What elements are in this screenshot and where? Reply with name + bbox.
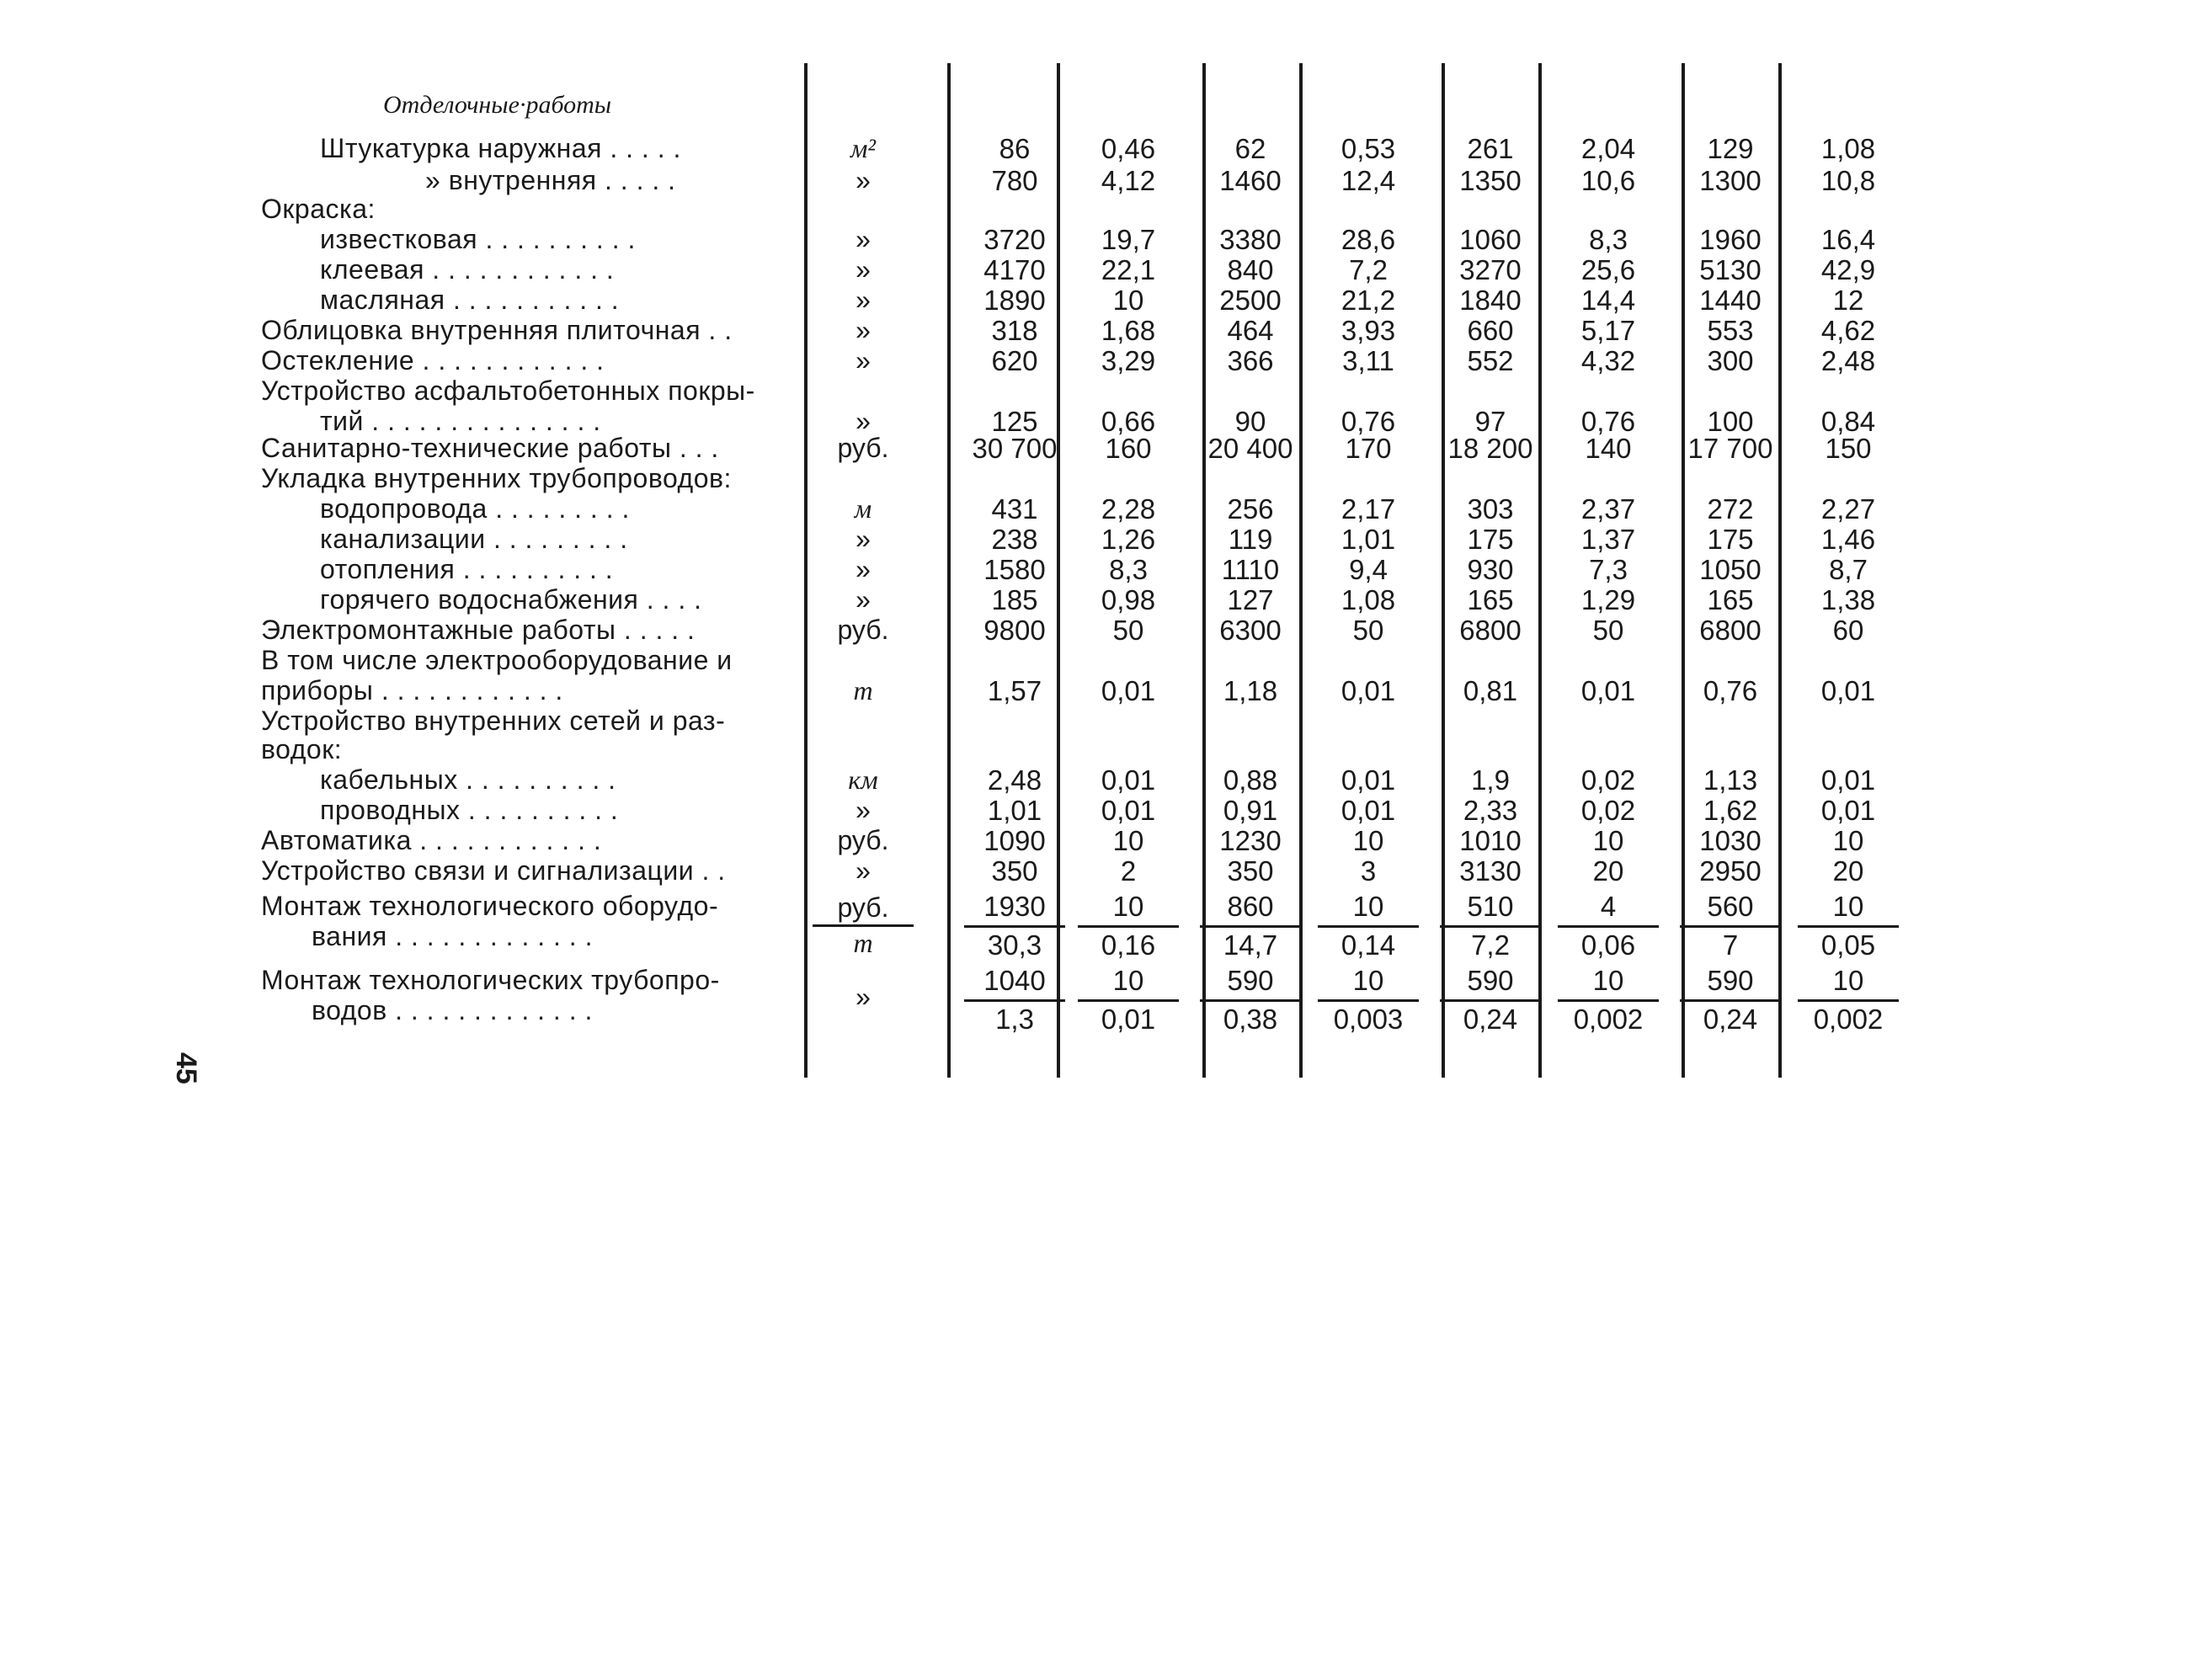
row-label: водопровода . . . . . . . . . [320,493,630,524]
table-cell: 1060 [1459,224,1522,255]
table-cell: 261 [1467,133,1514,164]
row-label: Устройство внутренних сетей и раз- [261,706,726,736]
table-cell: 350 [991,855,1038,887]
table-cell: 930 [1467,554,1514,585]
row-label: известковая . . . . . . . . . . [320,224,636,254]
table-cell: 2,48 [1820,345,1876,376]
table-cell: 8,3 [1589,224,1628,255]
table-cell: 1,18 [1223,675,1278,706]
fraction-cell [1318,966,1419,1033]
table-cell: 185 [991,584,1038,615]
fraction-numerator: 10 [1832,891,1864,922]
table-cell: 1,62 [1703,795,1758,826]
table-cell: 165 [1707,584,1754,615]
table-cell: 2,27 [1820,493,1876,524]
table-cell: 238 [991,524,1038,555]
table-cell: 5,17 [1580,315,1636,346]
table-cell: 318 [991,315,1038,346]
fraction-numerator: 1040 [983,965,1046,996]
fraction-denominator: 7,2 [1440,925,1541,959]
table-cell: 10 [1112,825,1144,856]
row-label: масляная . . . . . . . . . . . [320,285,620,315]
table-cell: 0,81 [1463,675,1518,706]
table-cell: 7,2 [1349,254,1388,285]
table-cell: 464 [1227,315,1274,346]
row-label: В том числе электрооборудование и [261,645,733,675]
table-cell: 1,01 [987,795,1042,826]
table-cell: 4,12 [1101,165,1156,196]
fraction-numerator: 590 [1467,965,1514,996]
table-cell: 350 [1227,855,1274,887]
table-cell: 60 [1832,615,1864,646]
table-cell: 14,4 [1580,285,1636,316]
table-cell: 100 [1707,406,1754,437]
column-rule [804,63,808,1078]
table-cell: 175 [1467,524,1514,555]
row-unit: м² [850,133,876,163]
table-cell: 20 400 [1207,433,1293,464]
row-label: Устройство асфальтобетонных покры- [261,375,755,406]
fraction-cell [1078,966,1179,1033]
fraction-cell [964,966,1065,1033]
page-number: 45 [170,1052,202,1084]
table-cell: 0,01 [1341,764,1396,796]
column-rule [947,63,951,1078]
row-label: тий . . . . . . . . . . . . . . . [320,406,601,436]
row-label: Остекление . . . . . . . . . . . . [261,345,605,375]
fraction-numerator: 10 [1112,965,1144,996]
row-unit: » [855,224,871,254]
table-cell: 2 [1120,855,1137,887]
table-cell: 3720 [983,224,1046,255]
row-label: Укладка внутренних трубопроводов: [261,463,732,493]
table-cell: 16,4 [1820,224,1876,255]
fraction-cell [964,892,1065,959]
table-cell: 30 700 [972,433,1058,464]
table-cell: 150 [1825,433,1872,464]
table-cell: 10 [1112,285,1144,316]
table-cell: 431 [991,493,1038,524]
table-cell: 1010 [1459,825,1522,856]
row-unit: » [855,165,871,195]
table-cell: 4,32 [1580,345,1636,376]
table-cell: 12 [1832,285,1864,316]
table-cell: 2,37 [1580,493,1636,524]
fraction-numerator: 860 [1227,891,1274,922]
table-cell: 0,01 [1101,675,1156,706]
fraction-denominator: 0,38 [1200,999,1301,1033]
row-unit: » [855,554,871,584]
table-cell: 0,01 [1101,795,1156,826]
table-cell: 1,9 [1471,764,1510,796]
table-cell: 1840 [1459,285,1522,316]
row-unit: » [855,254,871,285]
fraction-cell [1200,892,1301,959]
table-cell: 2,48 [987,764,1042,796]
row-unit: » [855,524,871,554]
table-cell: 1960 [1699,224,1762,255]
table-cell: 10,8 [1820,165,1876,196]
table-cell: 3,93 [1341,315,1396,346]
table-cell: 175 [1707,524,1754,555]
table-cell: 160 [1105,433,1152,464]
table-cell: 1,08 [1341,584,1396,615]
table-cell: 366 [1227,345,1274,376]
fraction-numerator: 10 [1352,965,1384,996]
table-cell: 1440 [1699,285,1762,316]
fraction-denominator: 7 [1680,925,1781,959]
row-unit: руб. [813,894,914,927]
table-cell: 2500 [1219,285,1282,316]
table-cell: 42,9 [1820,254,1876,285]
fraction-cell [1680,966,1781,1033]
table-cell: 21,2 [1341,285,1396,316]
table-cell: 50 [1352,615,1384,646]
table-cell: 0,01 [1820,675,1876,706]
row-label: Монтаж технологического оборудо- [261,891,719,921]
table-cell: 3,11 [1342,345,1394,376]
fraction-denominator: 0,06 [1558,925,1659,959]
table-cell: 170 [1345,433,1392,464]
fraction-numerator: 1930 [983,891,1046,922]
row-unit: руб. [837,615,889,645]
row-unit: м [854,493,872,524]
row-unit: » [855,315,871,345]
table-cell: 0,98 [1101,584,1156,615]
table-cell: 0,02 [1580,795,1636,826]
row-label: клеевая . . . . . . . . . . . . [320,254,615,285]
table-cell: 17 700 [1687,433,1773,464]
table-cell: 20 [1592,855,1624,887]
fraction-numerator: 590 [1227,965,1274,996]
table-cell: 90 [1234,406,1266,437]
row-label: кабельных . . . . . . . . . . [320,764,616,795]
row-label: вания . . . . . . . . . . . . . [312,921,593,951]
table-cell: 6800 [1699,615,1762,646]
row-unit: » [855,795,871,825]
table-cell: 0,46 [1101,133,1156,164]
table-cell: 0,01 [1820,764,1876,796]
table-cell: 8,3 [1109,554,1148,585]
table-cell: 119 [1228,524,1273,555]
row-unit: » [855,345,871,375]
table-cell: 660 [1467,315,1514,346]
table-cell: 0,53 [1341,133,1396,164]
table-cell: 0,76 [1341,406,1396,437]
fraction-cell [1558,892,1659,959]
table-cell: 0,76 [1580,406,1636,437]
row-label: Окраска: [261,194,376,224]
table-cell: 3270 [1459,254,1522,285]
table-cell: 2950 [1699,855,1762,887]
table-cell: 1090 [983,825,1046,856]
row-label: приборы . . . . . . . . . . . . [261,675,563,706]
fraction-denominator: 0,01 [1078,999,1179,1033]
table-cell: 1030 [1699,825,1762,856]
fraction-denominator: 30,3 [964,925,1065,959]
table-cell: 50 [1592,615,1624,646]
table-cell: 0,01 [1580,675,1636,706]
table-cell: 1,26 [1101,524,1156,555]
fraction-numerator: 10 [1352,891,1384,922]
table-cell: 1,13 [1703,764,1758,796]
fraction-cell [1440,892,1541,959]
table-cell: 10 [1592,825,1624,856]
table-cell: 12,4 [1341,165,1396,196]
row-unit: т [853,675,873,706]
table-cell: 97 [1474,406,1506,437]
table-cell: 165 [1467,584,1514,615]
table-cell: 6800 [1459,615,1522,646]
table-cell: 8,7 [1829,554,1868,585]
row-unit: руб. [837,825,889,855]
table-cell: 0,76 [1703,675,1758,706]
table-cell: 3380 [1219,224,1282,255]
table-cell: 7,3 [1589,554,1628,585]
fraction-cell [1318,892,1419,959]
row-label: водов . . . . . . . . . . . . . [312,995,593,1025]
table-cell: 86 [999,133,1031,164]
table-cell: 2,28 [1101,493,1156,524]
table-cell: 9800 [983,615,1046,646]
table-cell: 256 [1227,493,1274,524]
fraction-denominator: 0,16 [1078,925,1179,959]
table-cell: 0,91 [1223,795,1278,826]
fraction-cell [1798,892,1899,959]
table-cell: 9,4 [1349,554,1388,585]
fraction-cell [1440,966,1541,1033]
table-cell: 3 [1360,855,1377,887]
fraction-numerator: 510 [1467,891,1514,922]
fraction-numerator: 4 [1600,891,1617,922]
fraction-denominator: 0,05 [1798,925,1899,959]
row-unit: » [855,406,871,436]
table-cell: 1580 [983,554,1046,585]
row-unit: км [848,764,878,795]
table-cell: 1,46 [1820,524,1876,555]
table-cell: 1,29 [1580,584,1636,615]
fraction-numerator: 560 [1707,891,1754,922]
table-cell: 1350 [1459,165,1522,196]
fraction-denominator: 0,003 [1318,999,1419,1033]
table-cell: 28,6 [1341,224,1396,255]
row-unit: » [855,584,871,615]
table-cell: 1,01 [1341,524,1396,555]
fraction-cell [1798,966,1899,1033]
table-cell: 303 [1467,493,1514,524]
table-cell: 272 [1707,493,1754,524]
fraction-numerator: 10 [1832,965,1864,996]
fraction-denominator: 14,7 [1200,925,1301,959]
table-cell: 0,01 [1341,675,1396,706]
table-cell: 4170 [983,254,1046,285]
row-label: Электромонтажные работы . . . . . [261,615,696,645]
table-cell: 2,04 [1580,133,1636,164]
table-cell: 1,68 [1101,315,1156,346]
table-cell: 125 [991,406,1038,437]
table-cell: 1,38 [1820,584,1876,615]
table-cell: 19,7 [1101,224,1156,255]
fraction-cell [1680,892,1781,959]
table-cell: 0,66 [1101,406,1156,437]
table-cell: 3,29 [1101,345,1156,376]
table-cell: 25,6 [1580,254,1636,285]
fraction-denominator: 0,002 [1558,999,1659,1033]
table-cell: 1,08 [1820,133,1876,164]
table-cell: 300 [1707,345,1754,376]
row-label: Санитарно-технические работы . . . [261,433,719,463]
table-cell: 2,33 [1463,795,1518,826]
table-cell: 1230 [1219,825,1282,856]
table-cell: 5130 [1699,254,1762,285]
row-unit: руб. [837,433,889,463]
table-cell: 20 [1832,855,1864,887]
table-cell: 0,02 [1580,764,1636,796]
table-cell: 1110 [1221,554,1280,585]
fraction-numerator: 10 [1592,965,1624,996]
row-label: Облицовка внутренняя плиточная . . [261,315,733,345]
table-cell: 0,88 [1223,764,1278,796]
table-cell: 6300 [1219,615,1282,646]
table-cell: 1890 [983,285,1046,316]
table-cell: 780 [991,165,1038,196]
table-cell: 1300 [1699,165,1762,196]
fraction-denominator: 0,002 [1798,999,1899,1033]
table-cell: 1,57 [987,675,1042,706]
table-cell: 140 [1585,433,1632,464]
table-cell: 3130 [1459,855,1522,887]
row-label: Устройство связи и сигнализации . . [261,855,726,886]
table-cell: 10 [1832,825,1864,856]
table-cell: 50 [1112,615,1144,646]
fraction-cell [1078,892,1179,959]
row-label: » внутренняя . . . . . [425,165,676,195]
row-unit: » [855,855,871,886]
fraction-denominator: 0,24 [1680,999,1781,1033]
row-label: отопления . . . . . . . . . . [320,554,614,584]
fraction-numerator: 590 [1707,965,1754,996]
fraction-denominator: 1,3 [964,999,1065,1033]
row-label: канализации . . . . . . . . . [320,524,628,554]
table-cell: 10,6 [1580,165,1636,196]
row-label: Монтаж технологических трубопро- [261,965,720,995]
table-cell: 129 [1707,133,1754,164]
table-cell: 127 [1227,584,1274,615]
table-cell: 2,17 [1341,493,1396,524]
fraction-denominator: 0,24 [1440,999,1541,1033]
row-unit: т [853,928,873,958]
row-label: Штукатурка наружная . . . . . [320,133,681,163]
table-cell: 1050 [1699,554,1762,585]
table-cell: 553 [1707,315,1754,346]
row-label: Автоматика . . . . . . . . . . . . [261,825,602,855]
fraction-cell [1558,966,1659,1033]
table-cell: 840 [1227,254,1274,285]
table-cell: 620 [991,345,1038,376]
table-cell: 10 [1352,825,1384,856]
row-label: горячего водоснабжения . . . . [320,584,702,615]
table-cell: 1,37 [1580,524,1636,555]
table-cell: 0,01 [1820,795,1876,826]
row-unit: » [855,285,871,315]
table-cell: 18 200 [1447,433,1533,464]
fraction-cell [1200,966,1301,1033]
row-label: водок: [261,734,343,764]
table-cell: 0,01 [1341,795,1396,826]
fraction-numerator: 10 [1112,891,1144,922]
section-title: Отделочные·работы [383,91,612,119]
table-cell: 0,01 [1101,764,1156,796]
table-cell: 0,84 [1820,406,1876,437]
fraction-denominator: 0,14 [1318,925,1419,959]
row-unit: » [855,982,871,1012]
table-cell: 62 [1234,133,1266,164]
table-cell: 1460 [1219,165,1282,196]
table-cell: 4,62 [1820,315,1876,346]
table-cell: 552 [1467,345,1514,376]
row-label: проводных . . . . . . . . . . [320,795,619,825]
table-cell: 22,1 [1101,254,1156,285]
